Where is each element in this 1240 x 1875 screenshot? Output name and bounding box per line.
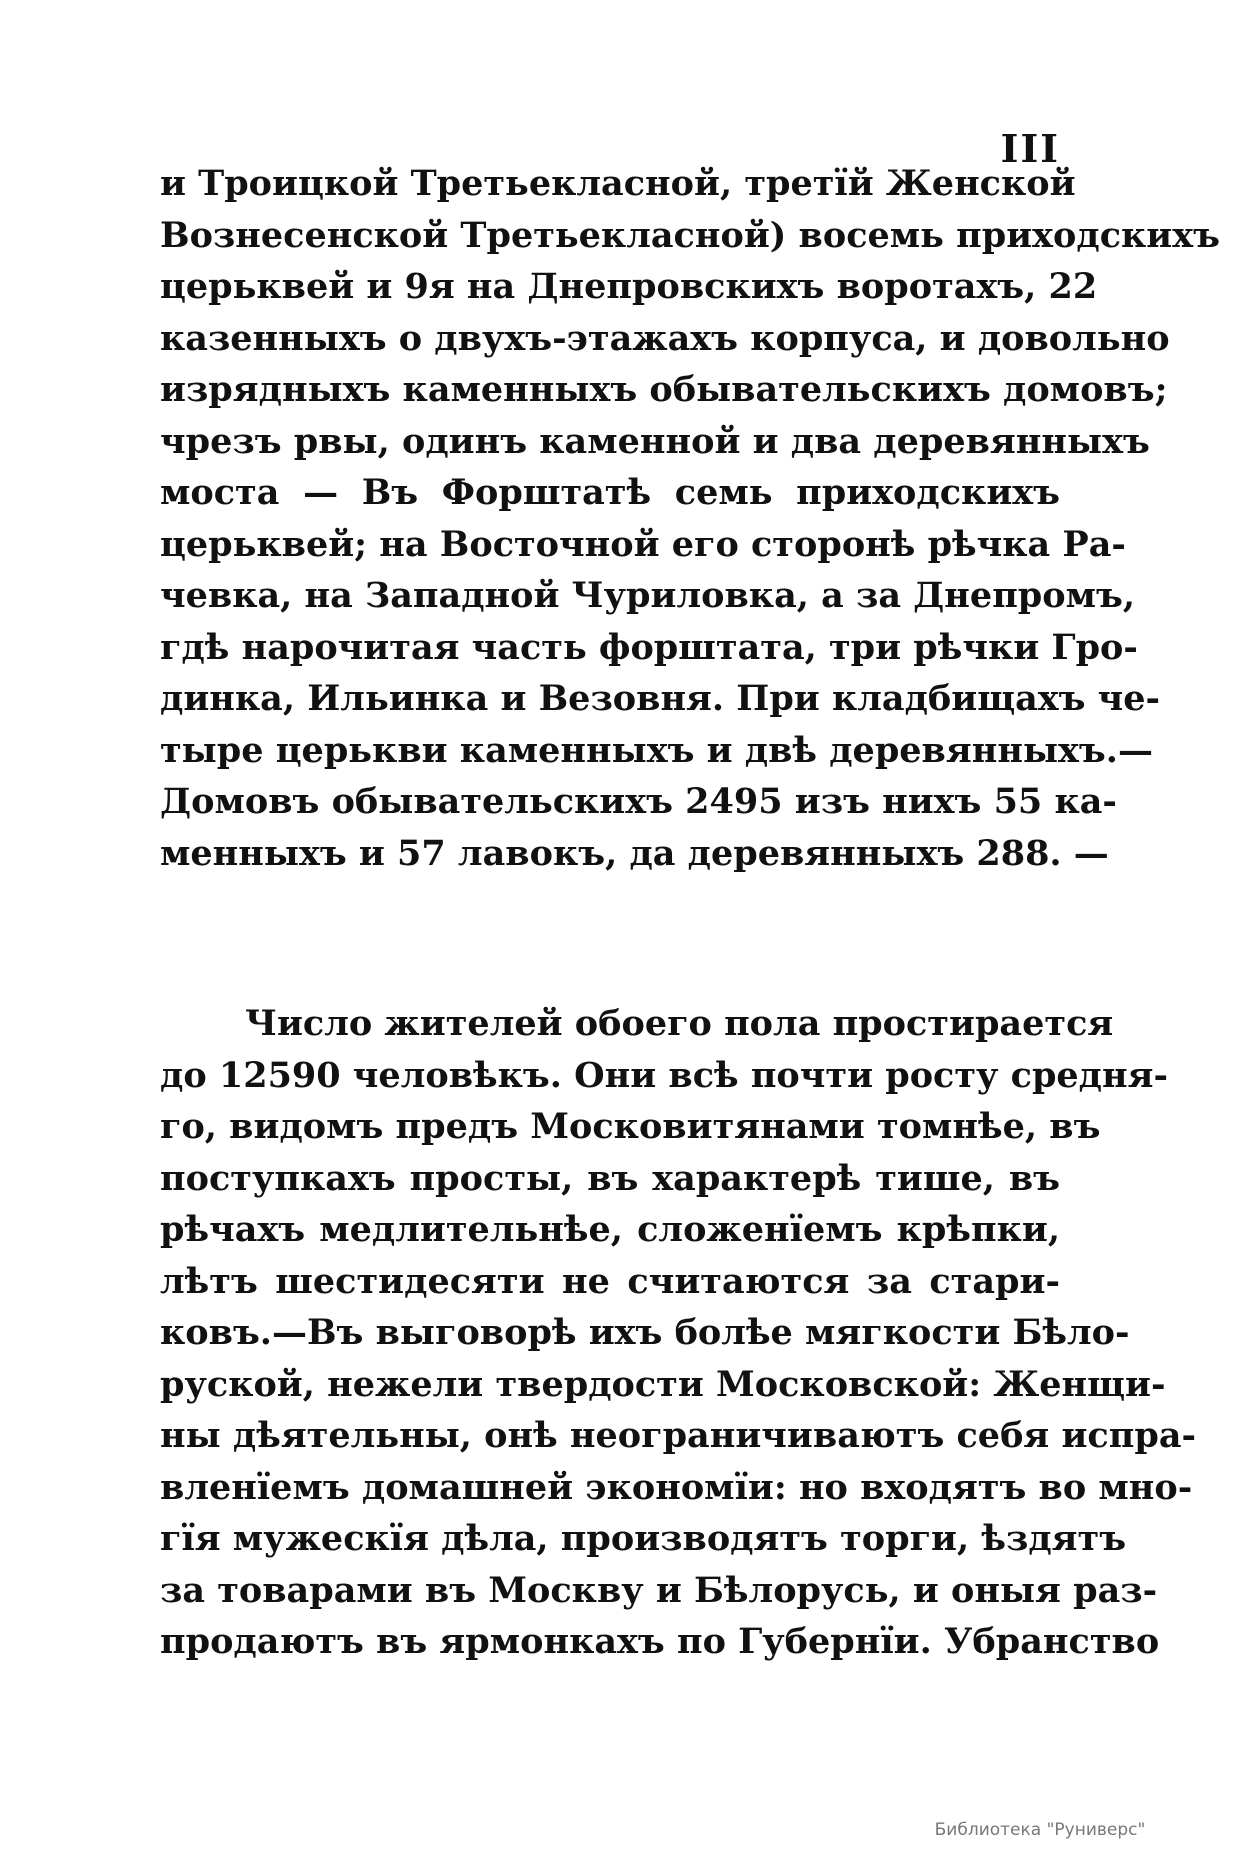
page-number: III <box>1000 126 1060 171</box>
text-line: и Троицкой Третьекласной, третїй Женской <box>160 163 1076 204</box>
text-line: ковъ.—Въ выговорѣ ихъ болѣе мягкости Бѣло- <box>160 1312 1130 1353</box>
text-line: Вознесенской Третьекласной) восемь приходскихъ <box>160 214 1220 256</box>
text-line: церьквей и 9я на Днепровскихъ воротахъ, 22 <box>160 266 1098 307</box>
text-line: за товарами въ Москву и Бѣлорусь, и оныя раз- <box>160 1569 1158 1611</box>
text-line: ны дѣятельны, онѣ неограничиваютъ себя испра- <box>160 1415 1197 1456</box>
text-line: продаютъ въ ярмонкахъ по Губернїи. Убранство <box>160 1621 1160 1662</box>
text-line: поступкахъ просты, въ характерѣ тише, въ <box>160 1157 1060 1199</box>
text-line: гдѣ нарочитая часть форштата, три рѣчки Гро- <box>160 626 1138 668</box>
paragraph-1 <box>160 158 1220 879</box>
text-line: до 12590 человѣкъ. Они всѣ почти росту средня- <box>160 1054 1169 1096</box>
text-line: чевка, на Западной Чуриловка, а за Днепромъ, <box>160 575 1136 616</box>
text-line: го, видомъ предъ Московитянами томнѣе, въ <box>160 1106 1101 1147</box>
text-line: церьквей; на Восточной его сторонѣ рѣчка Ра- <box>160 523 1126 565</box>
text-line: менныхъ и 57 лавокъ, да деревянныхъ 288. — <box>160 832 1109 874</box>
text-line: чрезъ рвы, одинъ каменной и два деревянныхъ <box>160 420 1150 462</box>
text-line: руской, нежели твердости Московской: Женщи- <box>160 1363 1166 1405</box>
text-line: динка, Ильинка и Везовня. При кладбищахъ че- <box>160 678 1161 719</box>
text-line: гїя мужескїя дѣла, производятъ торги, ѣздятъ <box>160 1518 1127 1559</box>
text-line: лѣтъ шестидесяти не считаются за стари- <box>160 1260 1060 1302</box>
text-line: рѣчахъ медлительнѣе, сложенїемъ крѣпки, <box>160 1209 1060 1250</box>
text-line: тыре церькви каменныхъ и двѣ деревянныхъ.— <box>160 729 1153 771</box>
text-line: Домовъ обывательскихъ 2495 изъ нихъ 55 ка- <box>160 781 1117 822</box>
paragraph-2 <box>160 998 1197 1668</box>
text-line: изрядныхъ каменныхъ обывательскихъ домовъ; <box>160 369 1168 410</box>
text-line: Число жителей обоего пола простирается <box>245 1003 1114 1044</box>
library-watermark: Библиотека "Руниверс" <box>934 1820 1146 1840</box>
text-line: казенныхъ о двухъ-этажахъ корпуса, и довольно <box>160 317 1170 359</box>
text-line: моста — Въ Форштатѣ семь приходскихъ <box>160 472 1060 513</box>
text-line: вленїемъ домашней экономїи: но входятъ во мно- <box>160 1466 1193 1508</box>
